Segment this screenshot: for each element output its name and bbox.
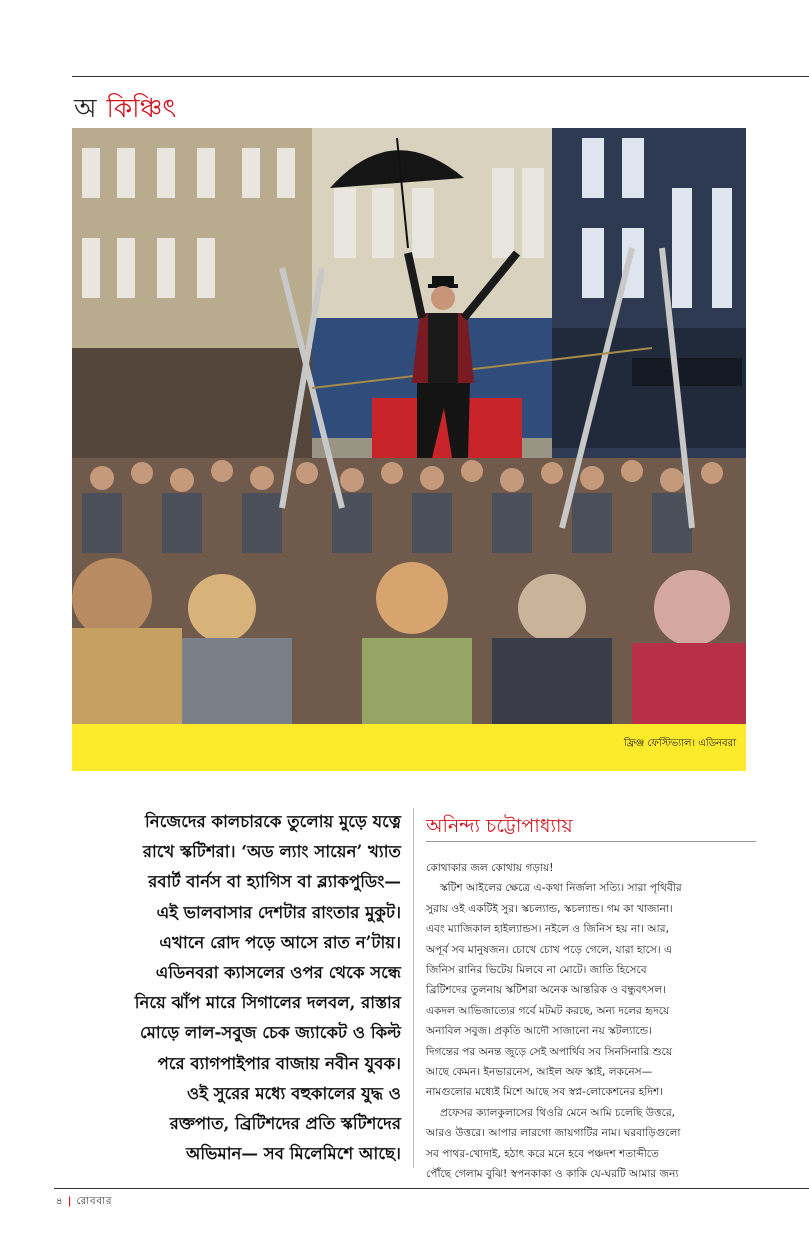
body-line: কোথাকার জল কোথায় গড়ায়! <box>426 862 554 874</box>
page-footer <box>56 1194 113 1211</box>
section-header <box>74 88 176 124</box>
feature-photo <box>72 128 746 724</box>
lead-line: ওই সুরের মধ্যে বহুকালের যুদ্ধ ও <box>187 1082 401 1103</box>
footer-separator: | <box>67 1196 73 1207</box>
bottom-rule <box>54 1188 809 1189</box>
body-line: সব পাথর-খোদাই, হঠাৎ করে মনে হবে পঞ্চদশ শতাব্দীতে <box>426 1147 659 1160</box>
page-number: ৪ <box>56 1196 64 1207</box>
body-line: পৌঁছে গেলাম বুঝি! স্বপনকাকা ও কাকি যে-ঘরটি আমার জন্য <box>426 1168 679 1181</box>
body-line: অপূর্ব সব মানুষজন। চোখে চোখ পড়ে গেলে, যারা হাসে। এ <box>426 943 673 956</box>
street-performer-illustration <box>72 128 746 724</box>
lead-line: মোড়ে লাল-সবুজ চেক জ্যাকেট ও কিল্ট <box>139 1022 401 1043</box>
lead-line: অভিমান— সব মিলেমিশে আছে। <box>186 1143 401 1164</box>
body-line: অনাবিল সবুজ। প্রকৃতি আদৌ সাজানো নয় স্কটল্যান্ডে। <box>426 1025 653 1038</box>
body-line: আছে কেমন। ইনভারনেস, আইল অফ স্কাই, লকনেস— <box>426 1066 653 1079</box>
lead-line: রাখে স্কটিশরা। ‘অড ল্যাং সায়েন’ খ্যাত <box>142 841 401 862</box>
lead-line: রক্তপাত, ব্রিটিশদের প্রতি স্কটিশদের <box>169 1113 401 1134</box>
article-body <box>426 858 766 1185</box>
lead-line: নিয়ে ঝাঁপ মারে সিগালের দলবল, রাস্তার <box>134 992 401 1013</box>
body-line: নামগুলোর মধ্যেই মিশে আছে সব স্বপ্ন-লোকেশনের হদিশ। <box>426 1086 664 1099</box>
body-line: স্কটিশ আইলের ক্ষেত্রে এ-কথা নির্জলা সত্যি। সারা পৃথিবীর <box>440 882 682 895</box>
body-line: ব্রিটিশদের তুলনায় স্কটিশরা অনেক আন্তরিক ও বন্ধুবৎসল। <box>426 984 666 997</box>
photo-caption-bar <box>72 724 746 771</box>
section-prefix: অ <box>74 94 97 124</box>
lead-line: এখানে রোদ পড়ে আসে রাত ন’টায়। <box>159 931 401 952</box>
column-divider <box>413 808 414 1168</box>
lead-line: রবার্ট বার্নস বা হ্যাগিস বা ব্ল্যাকপুডিং— <box>148 871 401 892</box>
byline-rule <box>426 841 756 842</box>
body-line: একদল আভিজাত্যের গর্বে মটমট করছে, অন্য দলের হৃদয়ে <box>426 1004 670 1017</box>
body-line: জিনিস রানির ভিটেয় মিলবে না মোটে। জাতি হিসেবে <box>426 964 647 977</box>
body-line: আরও উত্তরে। আপার লারগো জায়গাটির নাম। ঘরবাড়িগুলো <box>426 1127 681 1140</box>
lead-line: নিজেদের কালচারকে তুলোয় মুড়ে যত্নে <box>145 811 401 831</box>
photo-caption: ফ্রিঞ্জ ফেস্টিভ্যাল। এডিনবরা <box>623 738 736 749</box>
lead-paragraph <box>76 806 401 1168</box>
lead-line: পরে ব্যাগপাইপার বাজায় নবীন যুবক। <box>157 1052 401 1073</box>
magazine-name: রোববার <box>76 1196 113 1207</box>
section-title: কিঞ্চিৎ <box>106 94 177 124</box>
lead-line: এডিনবরা ক্যাসলের ওপর থেকে সন্ধে <box>155 962 401 983</box>
body-line: সুরায় ওই একটিই সুর। স্কচল্যান্ড, স্কচল্যান্ড। গম কা খাজানা। <box>426 902 673 915</box>
lead-line: এই ভালবাসার দেশটার রাংতার মুকুট। <box>156 901 401 922</box>
body-line: প্রফেসর ক্যালকুলাসের থিওরি মেনে আমি চলেছি উত্তরে, <box>440 1106 676 1119</box>
top-rule <box>72 76 809 77</box>
body-line: এবং ম্যাজিকাল হাইল্যান্ডস। নইলে ও জিনিস হয় না। আর, <box>426 923 669 936</box>
author-byline: অনিন্দ্য চট্টোপাধ্যায় <box>426 815 573 837</box>
body-line: দিগন্তের পর অনন্ত জুড়ে সেই অপার্থিব সব সিনসিনারি শুয়ে <box>426 1045 673 1058</box>
